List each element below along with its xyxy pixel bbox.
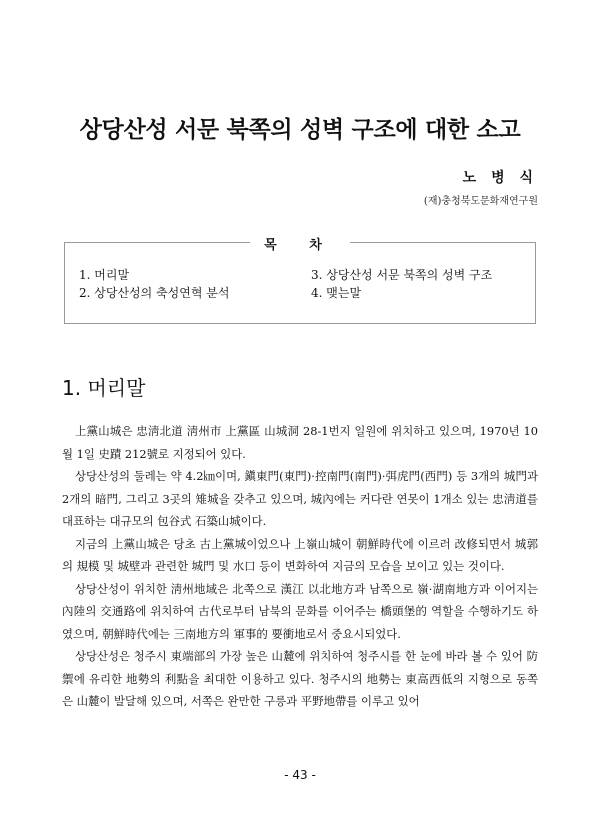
toc-item: 1. 머리말 (79, 268, 130, 282)
toc-item: 2. 상당산성의 축성연혁 분석 (79, 286, 230, 300)
toc-heading: 목 차 (250, 234, 350, 253)
paragraph: 상당산성은 청주시 東端部의 가장 높은 山麓에 위치하여 청주시를 한 눈에 바라 볼 수 있어 防禦에 유리한 地勢의 利點을 최대한 이용하고 있다. 청주시의 地勢는 東高西低의 지형으로 동쪽은 山麓이 발달해 있으며, 서쪽은 완만한 구릉과 平野地帶를 이루고 있어 (62, 649, 538, 708)
toc-item: 3. 상당산성 서문 북쪽의 성벽 구조 (311, 268, 493, 282)
author-affiliation: (재)충청북도문화재연구원 (423, 196, 538, 207)
author-name: 노 병 식 (462, 170, 538, 186)
page-number: - 43 - (284, 768, 316, 782)
table-of-contents (64, 238, 536, 324)
body-text (62, 420, 538, 713)
paragraph: 上黨山城은 忠淸北道 淸州市 上黨區 山城洞 28-1번지 일원에 위치하고 있으며, 1970년 10월 1일 史蹟 212號로 지정되어 있다. (62, 424, 538, 461)
paragraph: 지금의 上黨山城은 당초 古上黨城이었으나 上嶺山城이 朝鮮時代에 이르러 改修되면서 城郭의 規模 및 城壁과 관련한 城門 및 水口 등이 변화하여 지금의 모습을 보이고 있는 것이다. (62, 536, 538, 573)
paper-title: 상당산성 서문 북쪽의 성벽 구조에 대한 소고 (79, 117, 521, 143)
paragraph: 상당산성이 위치한 淸州地域은 北쪽으로 漢江 以北地方과 남쪽으로 嶺·湖南地方과 이어지는 內陸의 交通路에 위치하여 古代로부터 남북의 문화를 이어주는 橋頭堡的 역할을 수행하기도 하였으며, 朝鮮時代에는 三南地方의 軍事的 要衝地로서 중요시되었다. (62, 581, 538, 641)
paragraph: 상당산성의 둘레는 약 4.2㎞이며, 鎭東門(東門)·控南門(南門)·弭虎門(西門) 등 3개의 城門과 2개의 暗門, 그리고 3곳의 雉城을 갖추고 있으며, 城內에는 커다란 연못이 1개소 있는 忠淸道를 대표하는 대규모의 包谷式 石築山城이다. (62, 469, 538, 528)
section-heading: 1. 머리말 (62, 376, 146, 400)
toc-item: 4. 맺는말 (311, 286, 362, 300)
